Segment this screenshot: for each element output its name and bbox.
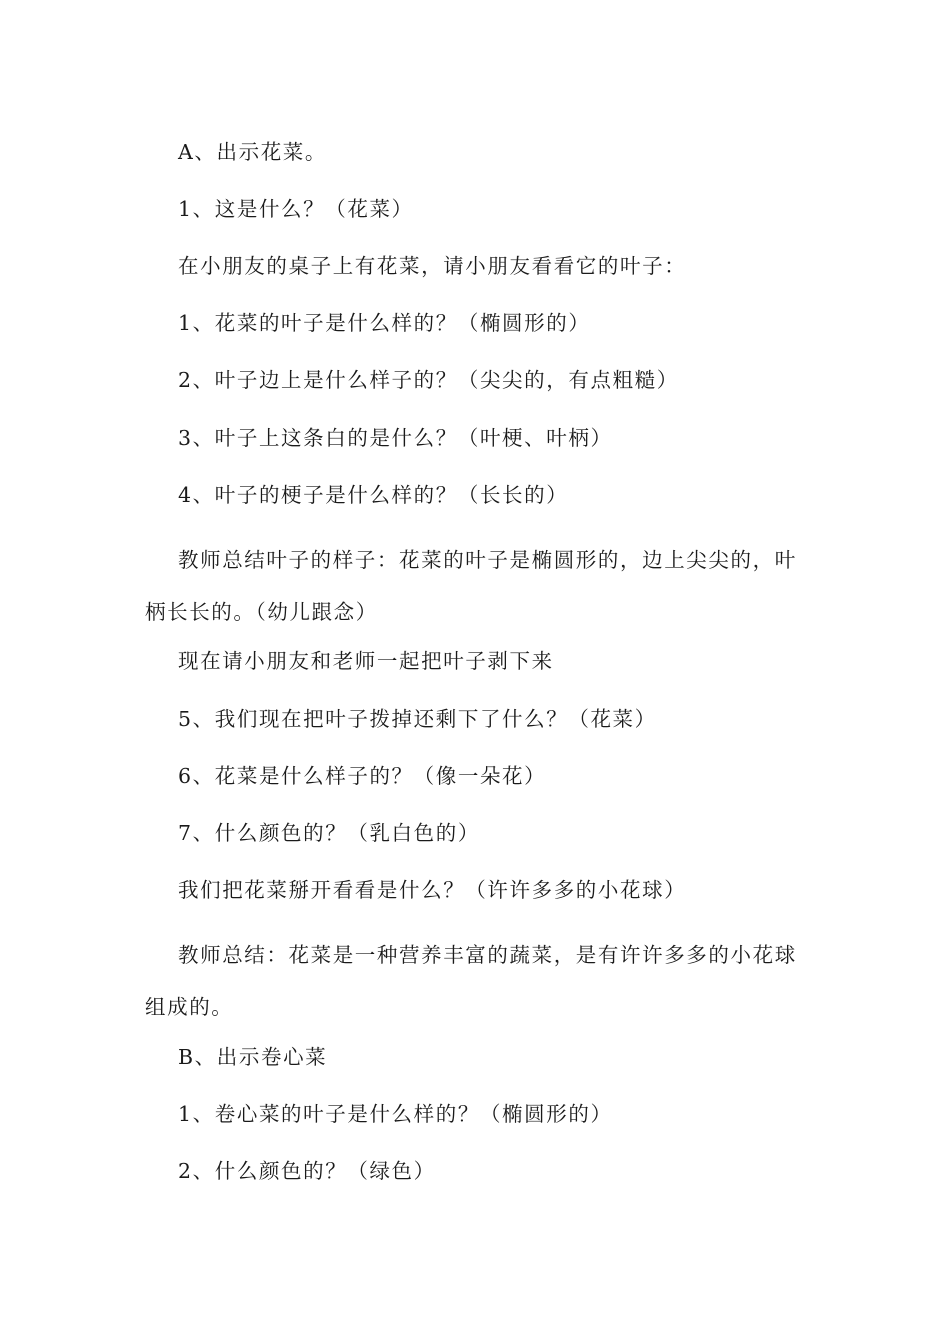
paragraph-4: 1、花菜的叶子是什么样的？（椭圆形的） bbox=[178, 311, 591, 335]
paragraph-9: 现在请小朋友和老师一起把叶子剥下来 bbox=[178, 649, 554, 673]
paragraph-5: 2、叶子边上是什么样子的？（尖尖的，有点粗糙） bbox=[178, 368, 679, 392]
paragraph-3: 在小朋友的桌子上有花菜，请小朋友看看它的叶子： bbox=[178, 254, 687, 278]
paragraph-13: 我们把花菜掰开看看是什么？（许许多多的小花球） bbox=[178, 878, 687, 902]
paragraph-1: A、出示花菜。 bbox=[178, 140, 328, 164]
paragraph-16: 1、卷心菜的叶子是什么样的？（椭圆形的） bbox=[178, 1102, 613, 1126]
paragraph-6: 3、叶子上这条白的是什么？（叶梗、叶柄） bbox=[178, 426, 613, 450]
paragraph-17: 2、什么颜色的？（绿色） bbox=[178, 1159, 436, 1183]
paragraph-11: 6、花菜是什么样子的？（像一朵花） bbox=[178, 764, 547, 788]
paragraph-10: 5、我们现在把叶子拨掉还剩下了什么？（花菜） bbox=[178, 707, 657, 731]
paragraph-12: 7、什么颜色的？（乳白色的） bbox=[178, 821, 480, 845]
paragraph-2: 1、这是什么？（花菜） bbox=[178, 197, 414, 221]
paragraph-15: B、出示卷心菜 bbox=[178, 1045, 328, 1069]
paragraph-8: 教师总结叶子的样子：花菜的叶子是椭圆形的，边上尖尖的，叶柄长长的。（幼儿跟念） bbox=[145, 548, 797, 624]
paragraph-7: 4、叶子的梗子是什么样的？（长长的） bbox=[178, 483, 569, 507]
paragraph-14: 教师总结：花菜是一种营养丰富的蔬菜，是有许许多多的小花球组成的。 bbox=[145, 943, 797, 1019]
